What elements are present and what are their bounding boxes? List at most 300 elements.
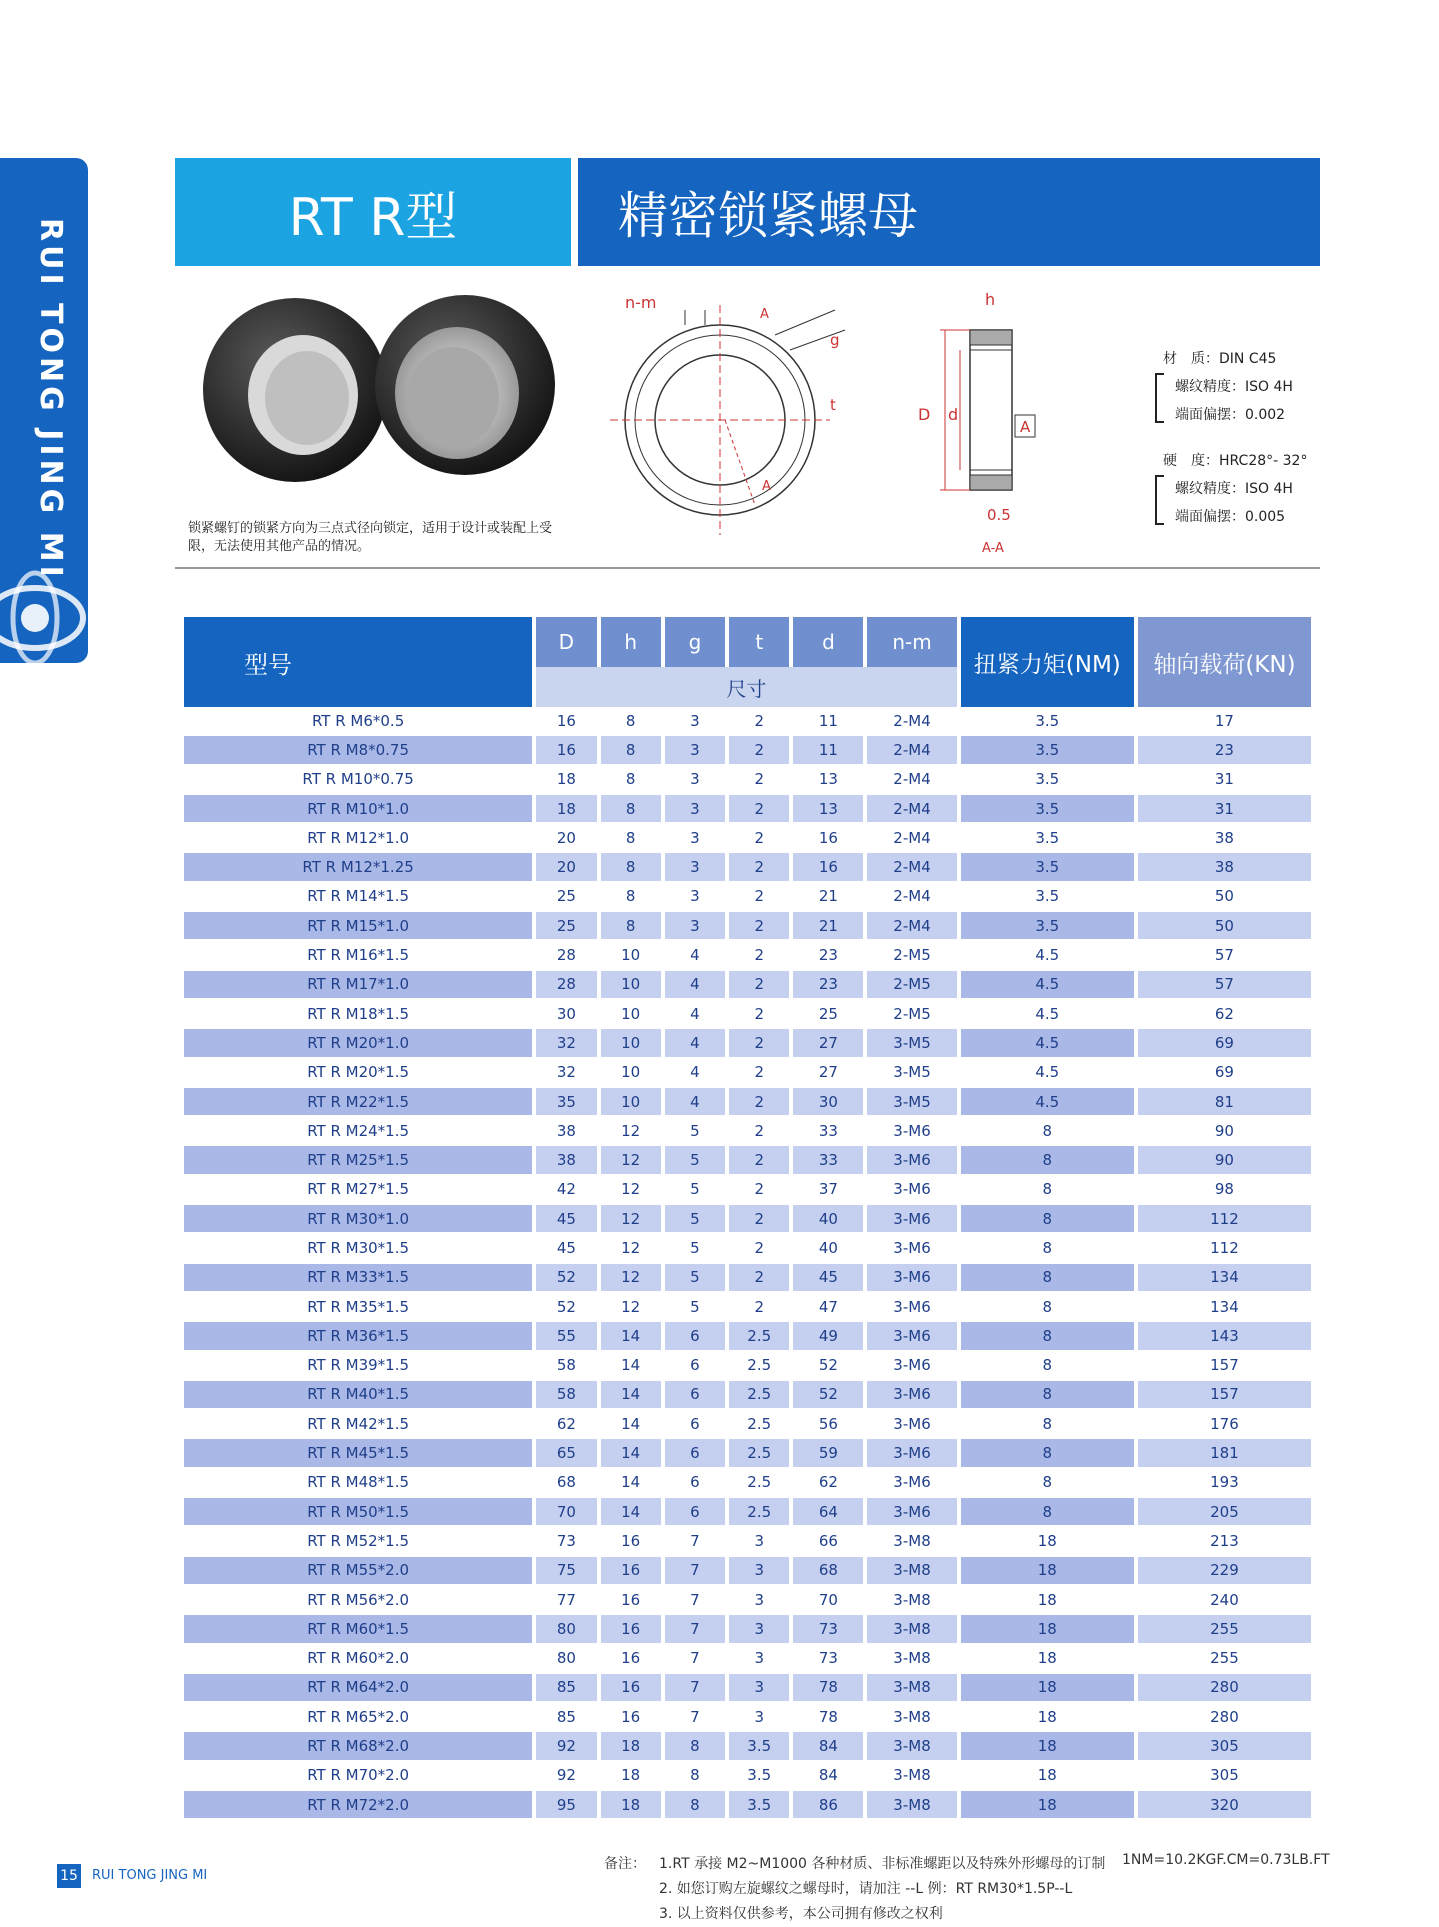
cell-model: RT R M64*2.0 [184, 1674, 532, 1703]
cell-D: 73 [536, 1527, 596, 1556]
cell-D: 38 [536, 1146, 596, 1175]
cell-D: 25 [536, 912, 596, 941]
cell-axial: 31 [1138, 766, 1311, 795]
cell-axial: 38 [1138, 853, 1311, 882]
cell-h: 12 [601, 1264, 661, 1293]
cell-d: 86 [793, 1791, 863, 1820]
cell-torque: 4.5 [961, 1000, 1134, 1029]
cell-torque: 3.5 [961, 766, 1134, 795]
page-number: 15 [57, 1864, 81, 1888]
cell-torque: 8 [961, 1410, 1134, 1439]
table-row [184, 1059, 1311, 1088]
spec-table-body [184, 707, 1311, 1820]
cell-g: 8 [665, 1732, 725, 1761]
cell-torque: 18 [961, 1557, 1134, 1586]
cell-torque: 18 [961, 1762, 1134, 1791]
cell-torque: 4.5 [961, 1088, 1134, 1117]
cell-t: 3 [729, 1703, 790, 1732]
cell-t: 3 [729, 1586, 790, 1615]
cell-nm: 3-M5 [867, 1059, 956, 1088]
cell-D: 55 [536, 1322, 596, 1351]
cell-d: 27 [793, 1059, 863, 1088]
cell-torque: 18 [961, 1586, 1134, 1615]
cell-t: 2 [729, 1059, 790, 1088]
cell-g: 3 [665, 766, 725, 795]
cell-d: 78 [793, 1674, 863, 1703]
cell-axial: 90 [1138, 1117, 1311, 1146]
col-model: 型号 [184, 617, 532, 707]
table-row [184, 766, 1311, 795]
cell-g: 6 [665, 1498, 725, 1527]
cell-model: RT R M70*2.0 [184, 1762, 532, 1791]
cell-h: 14 [601, 1381, 661, 1410]
cell-h: 8 [601, 853, 661, 882]
spec-table [180, 617, 1315, 1820]
cell-axial: 134 [1138, 1293, 1311, 1322]
cell-torque: 8 [961, 1322, 1134, 1351]
cell-model: RT R M65*2.0 [184, 1703, 532, 1732]
note-line: 2. 如您订购左旋螺纹之螺母时，请加注 --L 例：RT RM30*1.5P--L [659, 1881, 1073, 1897]
cell-h: 16 [601, 1703, 661, 1732]
table-row [184, 1439, 1311, 1468]
cell-h: 12 [601, 1293, 661, 1322]
cell-D: 80 [536, 1645, 596, 1674]
table-row [184, 1381, 1311, 1410]
table-row [184, 1234, 1311, 1263]
cell-h: 14 [601, 1410, 661, 1439]
cell-g: 6 [665, 1322, 725, 1351]
cell-D: 20 [536, 824, 596, 853]
cell-model: RT R M55*2.0 [184, 1557, 532, 1586]
cell-t: 3.5 [729, 1791, 790, 1820]
cell-nm: 3-M6 [867, 1352, 956, 1381]
cell-model: RT R M33*1.5 [184, 1264, 532, 1293]
cell-g: 4 [665, 1088, 725, 1117]
cell-nm: 3-M8 [867, 1732, 956, 1761]
cell-g: 5 [665, 1176, 725, 1205]
cell-D: 80 [536, 1615, 596, 1644]
cell-d: 21 [793, 912, 863, 941]
cell-t: 2 [729, 971, 790, 1000]
col-nm: n-m [867, 617, 956, 667]
cell-t: 2 [729, 1000, 790, 1029]
cell-model: RT R M35*1.5 [184, 1293, 532, 1322]
cell-d: 27 [793, 1029, 863, 1058]
cell-d: 30 [793, 1088, 863, 1117]
table-row [184, 1322, 1311, 1351]
cell-nm: 3-M8 [867, 1762, 956, 1791]
table-row [184, 824, 1311, 853]
front-view-drawing [600, 290, 870, 550]
cell-D: 45 [536, 1234, 596, 1263]
cell-torque: 3.5 [961, 912, 1134, 941]
cell-h: 14 [601, 1469, 661, 1498]
cell-D: 85 [536, 1703, 596, 1732]
cell-model: RT R M68*2.0 [184, 1732, 532, 1761]
cell-nm: 3-M6 [867, 1264, 956, 1293]
col-torque: 扭紧力矩(NM) [961, 617, 1134, 707]
cell-model: RT R M10*0.75 [184, 766, 532, 795]
cell-d: 13 [793, 766, 863, 795]
cell-t: 2 [729, 707, 790, 736]
hardness-spec: 硬 度：HRC28°- 32° [1163, 453, 1308, 469]
cell-g: 6 [665, 1381, 725, 1410]
cell-g: 4 [665, 1000, 725, 1029]
cell-D: 92 [536, 1762, 596, 1791]
cell-d: 23 [793, 971, 863, 1000]
table-row [184, 1498, 1311, 1527]
cell-t: 2 [729, 795, 790, 824]
cell-t: 2 [729, 1264, 790, 1293]
cell-axial: 176 [1138, 1410, 1311, 1439]
cell-g: 6 [665, 1469, 725, 1498]
cell-axial: 81 [1138, 1088, 1311, 1117]
cell-h: 18 [601, 1732, 661, 1761]
cell-g: 3 [665, 795, 725, 824]
cell-model: RT R M56*2.0 [184, 1586, 532, 1615]
cell-D: 68 [536, 1469, 596, 1498]
cell-d: 62 [793, 1469, 863, 1498]
cell-t: 2 [729, 736, 790, 765]
note-line: 3. 以上资料仅供参考，本公司拥有修改之权利 [659, 1906, 943, 1922]
table-row [184, 1586, 1311, 1615]
cell-D: 75 [536, 1557, 596, 1586]
cell-torque: 8 [961, 1234, 1134, 1263]
cell-h: 8 [601, 912, 661, 941]
h-label: h [985, 290, 996, 309]
cell-D: 62 [536, 1410, 596, 1439]
cell-axial: 23 [1138, 736, 1311, 765]
cell-model: RT R M36*1.5 [184, 1322, 532, 1351]
table-row [184, 1557, 1311, 1586]
cell-model: RT R M72*2.0 [184, 1791, 532, 1820]
cell-t: 2 [729, 883, 790, 912]
material-spec: 材 质：DIN C45 [1163, 351, 1277, 367]
cell-model: RT R M40*1.5 [184, 1381, 532, 1410]
table-row [184, 707, 1311, 736]
cell-t: 2 [729, 1117, 790, 1146]
cell-t: 2 [729, 1029, 790, 1058]
col-D: D [536, 617, 596, 667]
cell-d: 21 [793, 883, 863, 912]
cell-model: RT R M60*2.0 [184, 1645, 532, 1674]
cell-nm: 2-M5 [867, 1000, 956, 1029]
cell-d: 37 [793, 1176, 863, 1205]
cell-D: 38 [536, 1117, 596, 1146]
footer-brand: RUI TONG JING MI [92, 1868, 208, 1883]
cell-d: 25 [793, 1000, 863, 1029]
cell-t: 2.5 [729, 1498, 790, 1527]
cell-model: RT R M14*1.5 [184, 883, 532, 912]
cell-model: RT R M12*1.0 [184, 824, 532, 853]
cell-torque: 4.5 [961, 971, 1134, 1000]
cell-nm: 2-M5 [867, 941, 956, 970]
cell-d: 33 [793, 1146, 863, 1175]
cell-h: 12 [601, 1117, 661, 1146]
cell-axial: 240 [1138, 1586, 1311, 1615]
cell-nm: 2-M4 [867, 736, 956, 765]
cell-h: 12 [601, 1205, 661, 1234]
cell-torque: 8 [961, 1439, 1134, 1468]
cell-nm: 3-M6 [867, 1439, 956, 1468]
cell-h: 16 [601, 1645, 661, 1674]
cell-nm: 2-M4 [867, 795, 956, 824]
cell-t: 2 [729, 1088, 790, 1117]
cell-axial: 229 [1138, 1557, 1311, 1586]
cell-h: 12 [601, 1234, 661, 1263]
cell-g: 4 [665, 1029, 725, 1058]
cell-t: 3 [729, 1557, 790, 1586]
cell-model: RT R M20*1.5 [184, 1059, 532, 1088]
cell-g: 7 [665, 1645, 725, 1674]
cell-g: 6 [665, 1410, 725, 1439]
cell-D: 92 [536, 1732, 596, 1761]
cell-axial: 134 [1138, 1264, 1311, 1293]
cell-d: 16 [793, 853, 863, 882]
cell-d: 78 [793, 1703, 863, 1732]
runout-spec-2: 端面偏摆：0.005 [1175, 509, 1286, 525]
table-row [184, 941, 1311, 970]
cell-t: 3 [729, 1645, 790, 1674]
cell-torque: 3.5 [961, 707, 1134, 736]
cell-g: 3 [665, 853, 725, 882]
cell-t: 2.5 [729, 1439, 790, 1468]
cell-torque: 18 [961, 1645, 1134, 1674]
cell-nm: 3-M5 [867, 1029, 956, 1058]
cell-model: RT R M30*1.5 [184, 1234, 532, 1263]
cell-D: 28 [536, 971, 596, 1000]
cell-axial: 112 [1138, 1205, 1311, 1234]
cell-axial: 112 [1138, 1234, 1311, 1263]
cell-torque: 3.5 [961, 883, 1134, 912]
cell-axial: 157 [1138, 1352, 1311, 1381]
cell-g: 3 [665, 707, 725, 736]
cell-model: RT R M42*1.5 [184, 1410, 532, 1439]
col-g: g [665, 617, 725, 667]
cell-g: 7 [665, 1703, 725, 1732]
cell-model: RT R M20*1.0 [184, 1029, 532, 1058]
cell-d: 16 [793, 824, 863, 853]
section-a-top: A [760, 307, 769, 322]
cell-d: 11 [793, 736, 863, 765]
side-brand-tab [0, 158, 88, 663]
table-row [184, 1791, 1311, 1820]
table-row [184, 1000, 1311, 1029]
col-size-group: 尺寸 [536, 667, 956, 707]
cell-D: 95 [536, 1791, 596, 1820]
cell-t: 2 [729, 1146, 790, 1175]
usage-caption: 锁紧螺钉的锁紧方向为三点式径向锁定，适用于设计或装配上受限，无法使用其他产品的情况。 [188, 521, 553, 554]
cell-t: 2 [729, 824, 790, 853]
cell-axial: 62 [1138, 1000, 1311, 1029]
cell-d: 47 [793, 1293, 863, 1322]
cell-d: 23 [793, 941, 863, 970]
cell-d: 40 [793, 1205, 863, 1234]
cell-model: RT R M48*1.5 [184, 1469, 532, 1498]
cell-nm: 3-M6 [867, 1293, 956, 1322]
cell-nm: 3-M6 [867, 1322, 956, 1351]
cell-t: 2 [729, 1176, 790, 1205]
table-row [184, 1176, 1311, 1205]
cell-h: 10 [601, 1029, 661, 1058]
cell-t: 2 [729, 853, 790, 882]
cell-axial: 57 [1138, 941, 1311, 970]
cell-h: 16 [601, 1674, 661, 1703]
cell-h: 10 [601, 1000, 661, 1029]
cell-D: 58 [536, 1381, 596, 1410]
cell-nm: 3-M6 [867, 1146, 956, 1175]
cell-d: 49 [793, 1322, 863, 1351]
thread-precision-spec-2: 螺纹精度：ISO 4H [1175, 481, 1293, 497]
cell-d: 33 [793, 1117, 863, 1146]
section-divider [175, 567, 1320, 569]
cell-axial: 31 [1138, 795, 1311, 824]
table-row [184, 912, 1311, 941]
cell-torque: 18 [961, 1615, 1134, 1644]
cell-h: 16 [601, 1557, 661, 1586]
cell-g: 8 [665, 1762, 725, 1791]
cell-D: 32 [536, 1029, 596, 1058]
cell-t: 2.5 [729, 1322, 790, 1351]
table-row [184, 1674, 1311, 1703]
col-d: d [793, 617, 863, 667]
cell-model: RT R M12*1.25 [184, 853, 532, 882]
cell-t: 2.5 [729, 1410, 790, 1439]
cell-D: 18 [536, 766, 596, 795]
cell-model: RT R M18*1.5 [184, 1000, 532, 1029]
cell-D: 16 [536, 707, 596, 736]
cell-torque: 18 [961, 1791, 1134, 1820]
cell-nm: 3-M8 [867, 1557, 956, 1586]
cell-h: 8 [601, 707, 661, 736]
cell-d: 40 [793, 1234, 863, 1263]
cell-torque: 18 [961, 1732, 1134, 1761]
cell-nm: 2-M4 [867, 824, 956, 853]
cell-torque: 8 [961, 1117, 1134, 1146]
note-line: 1.RT 承接 M2~M1000 各种材质、非标准螺距以及特殊外形螺母的订制 [659, 1856, 1106, 1872]
cell-torque: 8 [961, 1352, 1134, 1381]
cell-axial: 69 [1138, 1029, 1311, 1058]
table-row [184, 1293, 1311, 1322]
cell-axial: 280 [1138, 1703, 1311, 1732]
cell-h: 14 [601, 1439, 661, 1468]
cell-d: 70 [793, 1586, 863, 1615]
section-view-drawing [890, 290, 1090, 560]
cell-h: 12 [601, 1146, 661, 1175]
d-label: d [948, 405, 959, 424]
cell-model: RT R M16*1.5 [184, 941, 532, 970]
cell-D: 16 [536, 736, 596, 765]
cell-t: 3 [729, 1615, 790, 1644]
cell-h: 12 [601, 1176, 661, 1205]
cell-g: 5 [665, 1234, 725, 1263]
cell-model: RT R M22*1.5 [184, 1088, 532, 1117]
unit-conversion: 1NM=10.2KGF.CM=0.73LB.FT [1122, 1852, 1330, 1868]
cell-nm: 3-M8 [867, 1674, 956, 1703]
cell-axial: 17 [1138, 707, 1311, 736]
cell-g: 7 [665, 1557, 725, 1586]
cell-nm: 3-M6 [867, 1176, 956, 1205]
cell-g: 3 [665, 736, 725, 765]
cell-D: 58 [536, 1352, 596, 1381]
cell-h: 8 [601, 766, 661, 795]
cell-nm: 3-M8 [867, 1586, 956, 1615]
cell-h: 18 [601, 1791, 661, 1820]
cell-h: 8 [601, 795, 661, 824]
cell-model: RT R M50*1.5 [184, 1498, 532, 1527]
cell-model: RT R M60*1.5 [184, 1615, 532, 1644]
section-a-bottom: A [762, 479, 771, 494]
cell-t: 3.5 [729, 1732, 790, 1761]
cell-axial: 143 [1138, 1322, 1311, 1351]
notes [604, 1852, 1105, 1927]
cell-g: 5 [665, 1205, 725, 1234]
cell-D: 28 [536, 941, 596, 970]
cell-torque: 18 [961, 1703, 1134, 1732]
cell-g: 4 [665, 971, 725, 1000]
cell-nm: 3-M6 [867, 1410, 956, 1439]
cell-nm: 2-M4 [867, 707, 956, 736]
cell-torque: 8 [961, 1293, 1134, 1322]
cell-nm: 3-M6 [867, 1469, 956, 1498]
cell-h: 8 [601, 736, 661, 765]
cell-nm: 2-M5 [867, 971, 956, 1000]
cell-d: 59 [793, 1439, 863, 1468]
aa-label: A-A [982, 541, 1004, 556]
cell-axial: 69 [1138, 1059, 1311, 1088]
side-brand-text: RUI TONG JING MI [33, 218, 68, 581]
cell-axial: 181 [1138, 1439, 1311, 1468]
table-row [184, 1088, 1311, 1117]
cell-torque: 4.5 [961, 1059, 1134, 1088]
cell-axial: 50 [1138, 912, 1311, 941]
cell-torque: 3.5 [961, 853, 1134, 882]
cell-g: 6 [665, 1439, 725, 1468]
cell-model: RT R M8*0.75 [184, 736, 532, 765]
cell-t: 2 [729, 1293, 790, 1322]
cell-nm: 3-M6 [867, 1205, 956, 1234]
cell-h: 10 [601, 941, 661, 970]
table-row [184, 1117, 1311, 1146]
cell-nm: 2-M4 [867, 766, 956, 795]
cell-g: 5 [665, 1117, 725, 1146]
cell-axial: 98 [1138, 1176, 1311, 1205]
cell-axial: 213 [1138, 1527, 1311, 1556]
cell-d: 73 [793, 1645, 863, 1674]
cell-g: 6 [665, 1352, 725, 1381]
table-row [184, 1732, 1311, 1761]
cell-t: 2.5 [729, 1352, 790, 1381]
cell-torque: 8 [961, 1176, 1134, 1205]
thread-precision-spec: 螺纹精度：ISO 4H [1175, 379, 1293, 395]
cell-d: 68 [793, 1557, 863, 1586]
cell-h: 16 [601, 1615, 661, 1644]
cell-model: RT R M30*1.0 [184, 1205, 532, 1234]
cell-nm: 2-M4 [867, 883, 956, 912]
cell-h: 8 [601, 824, 661, 853]
cell-D: 45 [536, 1205, 596, 1234]
cell-t: 3 [729, 1674, 790, 1703]
cell-model: RT R M52*1.5 [184, 1527, 532, 1556]
col-h: h [601, 617, 661, 667]
cell-t: 2.5 [729, 1381, 790, 1410]
cell-D: 52 [536, 1293, 596, 1322]
cell-axial: 280 [1138, 1674, 1311, 1703]
company-logo-icon [0, 563, 88, 663]
cell-D: 30 [536, 1000, 596, 1029]
cell-d: 13 [793, 795, 863, 824]
cell-g: 3 [665, 883, 725, 912]
